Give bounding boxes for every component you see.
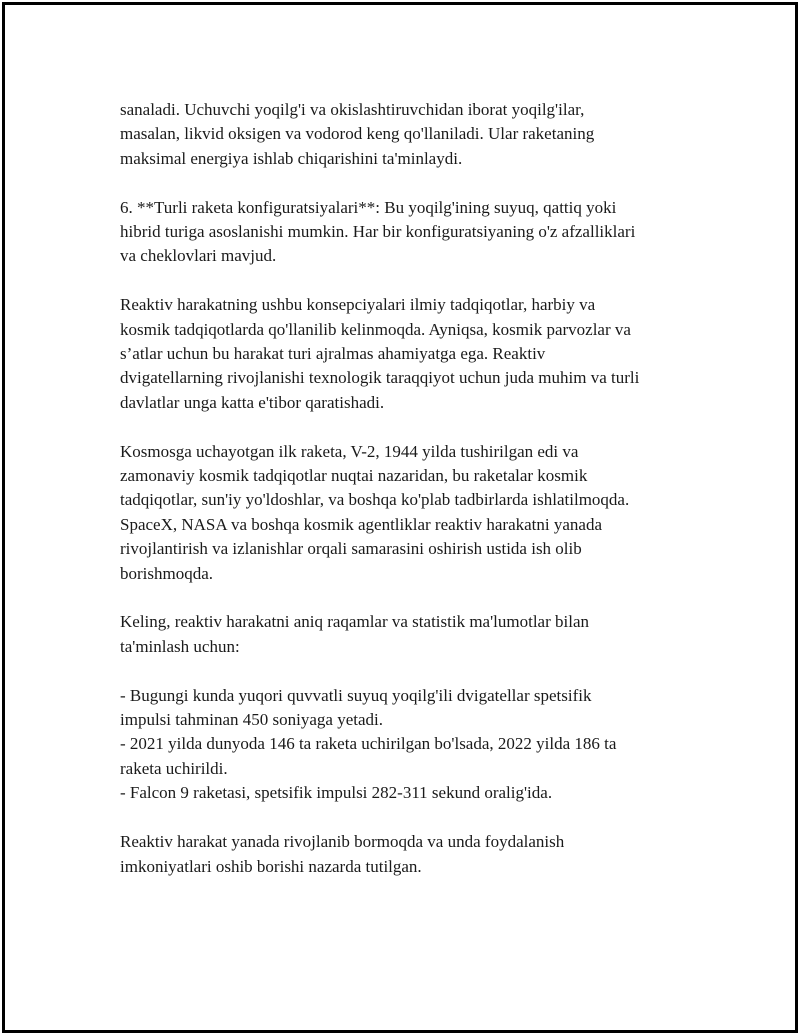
list-item: - Bugungi kunda yuqori quvvatli suyuq yoqilg'ili dvigatellar spetsifik impulsi tahminan 450 soniyaga yetadi. — [120, 685, 592, 730]
paragraph-space-history: Kosmosga uchayotgan ilk raketa, V-2, 1944 yilda tushirilgan edi va zamonaviy kosmik tadqiqotlar nuqtai nazaridan, bu raketalar kosmik tadqiqotlar, sun'iy yo'ldoshlar, va boshqa ko'plab tadbirlarda ishlatilmoqda. SpaceX, NASA va boshqa kosmik agentliklar reaktiv harakatni yanada rivojlantirish va izlanishlar orqali samarasini oshirish ustida ish olib borishmoqda. — [120, 441, 630, 583]
list-item: - Falcon 9 raketasi, spetsifik impulsi 282-311 sekund oralig'ida. — [120, 783, 553, 803]
paragraph-propellants: sanaladi. Uchuvchi yoqilg'i va okislashtiruvchidan iborat yoqilg'ilar, masalan, likvid oksigen va vodorod keng qo'llaniladi. Ular raketaning maksimal energiya ishlab chiqarishini ta'minlaydi. — [120, 100, 595, 168]
document-body — [120, 98, 700, 903]
paragraph-rocket-configurations: 6. **Turli raketa konfiguratsiyalari**: Bu yoqilg'ining suyuq, qattiq yoki hibrid turiga asoslanishi mumkin. Har bir konfiguratsiyaning o'z afzalliklari va cheklovlari mavjud. — [120, 197, 636, 266]
paragraph-research-applications: Reaktiv harakatning ushbu konsepciyalari ilmiy tadqiqotlar, harbiy va kosmik tadqiqotlarda qo'llanilib kelinmoqda. Ayniqsa, kosmik parvozlar va s’atlar uchun bu harakat turi ajralmas ahamiyatga ega. Reaktiv dvigatellarning rivojlanishi texnologik taraqqiyot uchun juda muhim va turli davlatlar unga katta e'tibor qaratishadi. — [120, 295, 640, 412]
paragraph-statistics-intro: Keling, reaktiv harakatni aniq raqamlar va statistik ma'lumotlar bilan ta'minlash uchun: — [120, 612, 589, 656]
page-frame — [2, 2, 798, 1033]
list-item: - 2021 yilda dunyoda 146 ta raketa uchirilgan bo'lsada, 2022 yilda 186 ta raketa uchirildi. — [120, 734, 617, 778]
paragraph-closing: Reaktiv harakat yanada rivojlanib bormoqda va unda foydalanish imkoniyatlari oshib borishi nazarda tutilgan. — [120, 832, 565, 876]
